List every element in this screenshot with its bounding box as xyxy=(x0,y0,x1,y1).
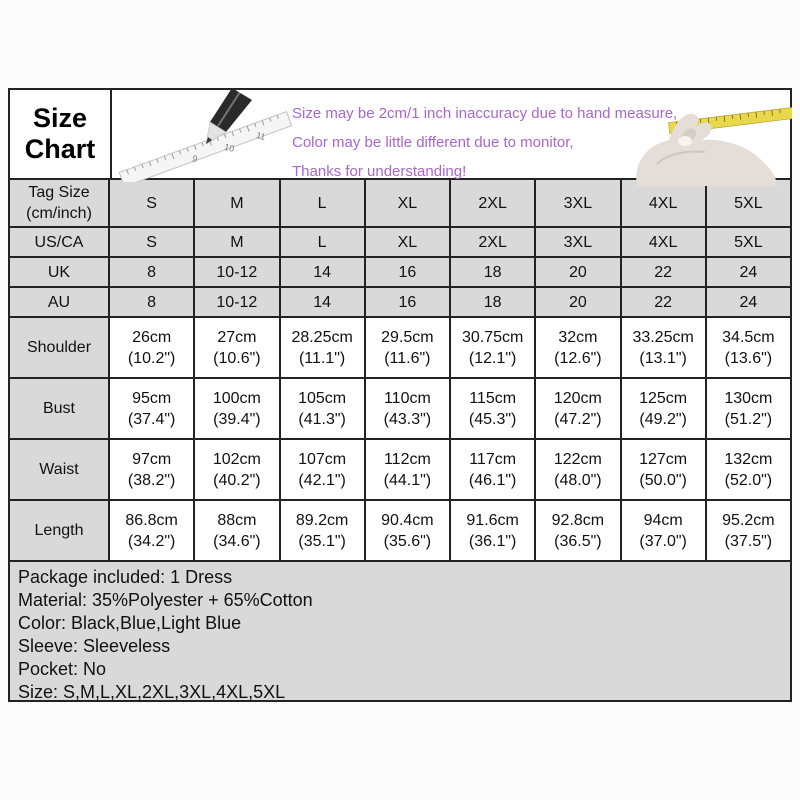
table-row xyxy=(9,287,791,317)
table-cell-line: (10.2") xyxy=(127,349,176,367)
table-cell-line: 22 xyxy=(654,263,673,281)
table-cell-line: (34.2") xyxy=(127,532,176,550)
table-cell xyxy=(621,317,706,378)
table-cell xyxy=(365,179,450,227)
header-banner xyxy=(112,90,790,178)
table-row xyxy=(9,378,791,439)
table-cell xyxy=(621,500,706,561)
table-cell-line: 132cm xyxy=(724,450,773,468)
row-label-line: UK xyxy=(47,263,71,281)
table-cell-line: 117cm xyxy=(469,450,517,468)
table-cell-line: XL xyxy=(397,194,418,212)
table-cell xyxy=(450,227,535,257)
table-cell xyxy=(280,439,365,500)
table-cell-line: 2XL xyxy=(478,194,507,212)
table-cell xyxy=(450,500,535,561)
table-cell-line: 86.8cm xyxy=(125,511,178,529)
table-cell-line: 88cm xyxy=(217,511,257,529)
table-cell xyxy=(535,179,620,227)
detail-line: Sleeve: Sleeveless xyxy=(18,636,171,656)
table-cell xyxy=(280,257,365,287)
table-row xyxy=(9,257,791,287)
table-cell-line: (13.6") xyxy=(724,349,773,367)
table-cell xyxy=(535,287,620,317)
table-cell-line: 95cm xyxy=(132,389,172,407)
table-cell xyxy=(450,287,535,317)
table-cell xyxy=(706,317,791,378)
table-cell xyxy=(109,439,194,500)
table-cell-line: S xyxy=(146,233,157,251)
table-cell-line: 10-12 xyxy=(216,263,258,281)
table-cell xyxy=(280,287,365,317)
table-cell-line: 102cm xyxy=(212,450,261,468)
table-cell-line: 115cm xyxy=(469,389,517,407)
table-cell-line: 95.2cm xyxy=(722,511,775,529)
table-cell xyxy=(194,179,279,227)
table-cell xyxy=(365,317,450,378)
table-cell xyxy=(280,227,365,257)
table-cell-line: 34.5cm xyxy=(722,328,775,346)
table-cell-line: (48.0") xyxy=(554,471,602,489)
table-cell xyxy=(621,257,706,287)
svg-text:9: 9 xyxy=(191,153,199,165)
table-cell-line: (43.3") xyxy=(383,410,432,428)
table-cell-line: 110cm xyxy=(383,389,431,407)
table-cell xyxy=(621,179,706,227)
table-cell-line: (36.5") xyxy=(554,532,602,550)
table-cell xyxy=(194,227,279,257)
row-label-line: Bust xyxy=(42,400,75,417)
table-cell-line: 8 xyxy=(147,293,157,311)
measure-note-line: Color may be little different due to monitor, xyxy=(292,134,574,151)
table-cell-line: (46.1") xyxy=(468,471,517,489)
row-label-line: Waist xyxy=(39,461,79,478)
row-label-line: Shoulder xyxy=(26,339,92,356)
table-cell-line: 27cm xyxy=(217,328,257,346)
table-cell-line: (12.1") xyxy=(468,349,517,367)
table-cell xyxy=(280,179,365,227)
table-cell xyxy=(706,378,791,439)
table-cell-line: (38.2") xyxy=(127,471,176,489)
table-cell-line: (37.4") xyxy=(127,410,176,428)
table-cell xyxy=(706,500,791,561)
table-cell-line: (40.2") xyxy=(213,471,261,489)
table-cell xyxy=(365,287,450,317)
table-cell xyxy=(194,317,279,378)
table-cell-line: 122cm xyxy=(553,450,602,468)
table-cell xyxy=(109,287,194,317)
table-cell xyxy=(450,317,535,378)
table-cell xyxy=(535,257,620,287)
table-cell xyxy=(194,257,279,287)
table-cell-line: L xyxy=(317,233,327,251)
table-cell-line: (44.1") xyxy=(383,471,432,489)
table-cell-line: (42.1") xyxy=(298,471,346,489)
row-label xyxy=(9,257,109,287)
table-cell xyxy=(109,500,194,561)
table-cell xyxy=(706,287,791,317)
table-cell-line: 107cm xyxy=(298,450,347,468)
table-cell-line: (50.0") xyxy=(639,471,687,489)
table-cell-line: 4XL xyxy=(648,194,678,212)
table-cell xyxy=(109,179,194,227)
table-cell xyxy=(365,257,450,287)
detail-line: Color: Black,Blue,Light Blue xyxy=(18,613,242,633)
table-cell-line: (13.1") xyxy=(639,349,687,367)
table-cell-line: 16 xyxy=(398,263,417,281)
table-cell-line: 5XL xyxy=(734,194,763,212)
table-cell-line: 97cm xyxy=(132,450,172,468)
table-cell xyxy=(109,378,194,439)
table-cell-line: 91.6cm xyxy=(466,511,519,529)
table-cell xyxy=(365,227,450,257)
size-chart-sheet xyxy=(8,88,792,702)
table-cell xyxy=(706,257,791,287)
table-cell-line: (51.2") xyxy=(724,410,773,428)
row-label-line: Tag Size xyxy=(28,184,90,201)
table-cell xyxy=(621,287,706,317)
table-cell-line: 22 xyxy=(654,293,673,311)
svg-text:10: 10 xyxy=(223,141,236,154)
table-cell-line: (11.6") xyxy=(384,349,431,367)
row-label xyxy=(9,179,109,227)
pencil-ruler-image xyxy=(114,86,296,182)
page-title xyxy=(10,90,112,178)
table-cell xyxy=(109,227,194,257)
table-cell-line: M xyxy=(230,233,244,251)
header xyxy=(8,88,792,180)
page-title-line1: Size xyxy=(32,103,88,133)
table-cell xyxy=(706,227,791,257)
table-cell xyxy=(365,378,450,439)
table-cell-line: (10.6") xyxy=(213,349,261,367)
row-label xyxy=(9,317,109,378)
table-cell-line: 112cm xyxy=(383,450,431,468)
detail-line: Package included: 1 Dress xyxy=(18,567,233,587)
table-cell-line: 14 xyxy=(313,293,332,311)
table-cell xyxy=(365,439,450,500)
table-cell xyxy=(194,287,279,317)
table-cell-line: (35.1") xyxy=(298,532,346,550)
row-label xyxy=(9,378,109,439)
table-cell xyxy=(535,227,620,257)
table-cell-line: 92.8cm xyxy=(551,511,605,529)
table-cell-line: (35.6") xyxy=(383,532,432,550)
row-label-line: US/CA xyxy=(34,233,84,251)
table-cell xyxy=(280,378,365,439)
table-cell xyxy=(535,378,620,439)
table-cell-line: (47.2") xyxy=(554,410,602,428)
table-cell-line: XL xyxy=(397,233,418,251)
table-cell xyxy=(280,500,365,561)
table-cell-line: 127cm xyxy=(639,450,688,468)
table-cell-line: 5XL xyxy=(734,233,763,251)
table-cell-line: (52.0") xyxy=(724,471,773,489)
measure-notes xyxy=(292,99,677,186)
table-cell-line: 28.25cm xyxy=(291,328,353,346)
table-cell-line: 125cm xyxy=(639,389,688,407)
table-cell-line: 18 xyxy=(483,293,502,311)
table-cell-line: (39.4") xyxy=(213,410,261,428)
table-cell-line: (49.2") xyxy=(639,410,687,428)
table-cell-line: 105cm xyxy=(298,389,347,407)
table-cell-line: (11.1") xyxy=(298,349,346,367)
size-table xyxy=(8,178,792,562)
table-cell-line: (12.6") xyxy=(554,349,602,367)
size-table-body xyxy=(9,179,791,561)
row-label xyxy=(9,287,109,317)
table-cell xyxy=(450,179,535,227)
table-cell xyxy=(280,317,365,378)
table-row xyxy=(9,500,791,561)
table-cell-line: 10-12 xyxy=(216,293,258,311)
row-label-line: Length xyxy=(34,522,84,539)
table-cell xyxy=(194,378,279,439)
table-cell xyxy=(365,500,450,561)
table-cell-line: 16 xyxy=(398,293,417,311)
table-cell xyxy=(621,439,706,500)
table-cell-line: L xyxy=(317,194,327,212)
table-cell xyxy=(450,378,535,439)
table-cell-line: 32cm xyxy=(558,328,598,346)
product-details xyxy=(8,560,792,702)
table-row xyxy=(9,439,791,500)
table-cell-line: (36.1") xyxy=(468,532,517,550)
table-cell-line: 3XL xyxy=(563,194,593,212)
row-label xyxy=(9,227,109,257)
table-cell-line: 90.4cm xyxy=(381,511,434,529)
table-cell xyxy=(535,317,620,378)
table-cell-line: (45.3") xyxy=(468,410,517,428)
table-cell-line: 89.2cm xyxy=(295,511,349,529)
table-cell-line: 20 xyxy=(568,263,587,281)
table-cell-line: 24 xyxy=(739,293,758,311)
table-cell-line: 8 xyxy=(147,263,157,281)
measure-note-line: Size may be 2cm/1 inch inaccuracy due to hand measure, xyxy=(292,105,678,122)
table-cell-line: (34.6") xyxy=(213,532,261,550)
table-cell-line: 20 xyxy=(568,293,587,311)
table-cell xyxy=(706,439,791,500)
table-cell-line: 3XL xyxy=(563,233,593,251)
table-cell-line: 130cm xyxy=(724,389,773,407)
table-row xyxy=(9,179,791,227)
table-cell xyxy=(621,378,706,439)
table-cell xyxy=(194,500,279,561)
table-cell xyxy=(194,439,279,500)
detail-line: Material: 35%Polyester + 65%Cotton xyxy=(18,590,313,610)
table-cell-line: (41.3") xyxy=(298,410,346,428)
table-cell-line: 33.25cm xyxy=(632,328,694,346)
table-cell xyxy=(109,257,194,287)
table-cell-line: 14 xyxy=(313,263,332,281)
table-cell-line: 2XL xyxy=(478,233,507,251)
table-cell-line: 26cm xyxy=(132,328,172,346)
table-cell-line: 94cm xyxy=(643,511,683,529)
page-title-line2: Chart xyxy=(24,134,96,164)
detail-line: Size: S,M,L,XL,2XL,3XL,4XL,5XL xyxy=(18,682,286,702)
row-label xyxy=(9,500,109,561)
table-cell xyxy=(706,179,791,227)
table-cell-line: (37.0") xyxy=(639,532,687,550)
row-label-line: (cm/inch) xyxy=(26,205,92,222)
table-cell xyxy=(450,257,535,287)
table-cell-line: 18 xyxy=(483,263,502,281)
table-cell-line: M xyxy=(230,194,244,212)
table-cell xyxy=(535,439,620,500)
svg-text:11: 11 xyxy=(255,130,267,143)
row-label xyxy=(9,439,109,500)
table-cell-line: (37.5") xyxy=(724,532,773,550)
table-row xyxy=(9,317,791,378)
table-cell xyxy=(621,227,706,257)
table-cell-line: S xyxy=(146,194,157,212)
measure-note-line: Thanks for understanding! xyxy=(292,163,467,180)
row-label-line: AU xyxy=(47,293,71,311)
detail-line: Pocket: No xyxy=(18,659,107,679)
table-cell-line: 29.5cm xyxy=(381,328,434,346)
table-cell xyxy=(109,317,194,378)
table-cell-line: 24 xyxy=(739,263,758,281)
table-cell xyxy=(535,500,620,561)
table-cell-line: 30.75cm xyxy=(461,328,524,346)
hand-measuring-tape-image xyxy=(627,94,792,186)
table-cell-line: 4XL xyxy=(648,233,678,251)
table-cell xyxy=(450,439,535,500)
table-row xyxy=(9,227,791,257)
table-cell-line: 120cm xyxy=(553,389,602,407)
table-cell-line: 100cm xyxy=(212,389,261,407)
